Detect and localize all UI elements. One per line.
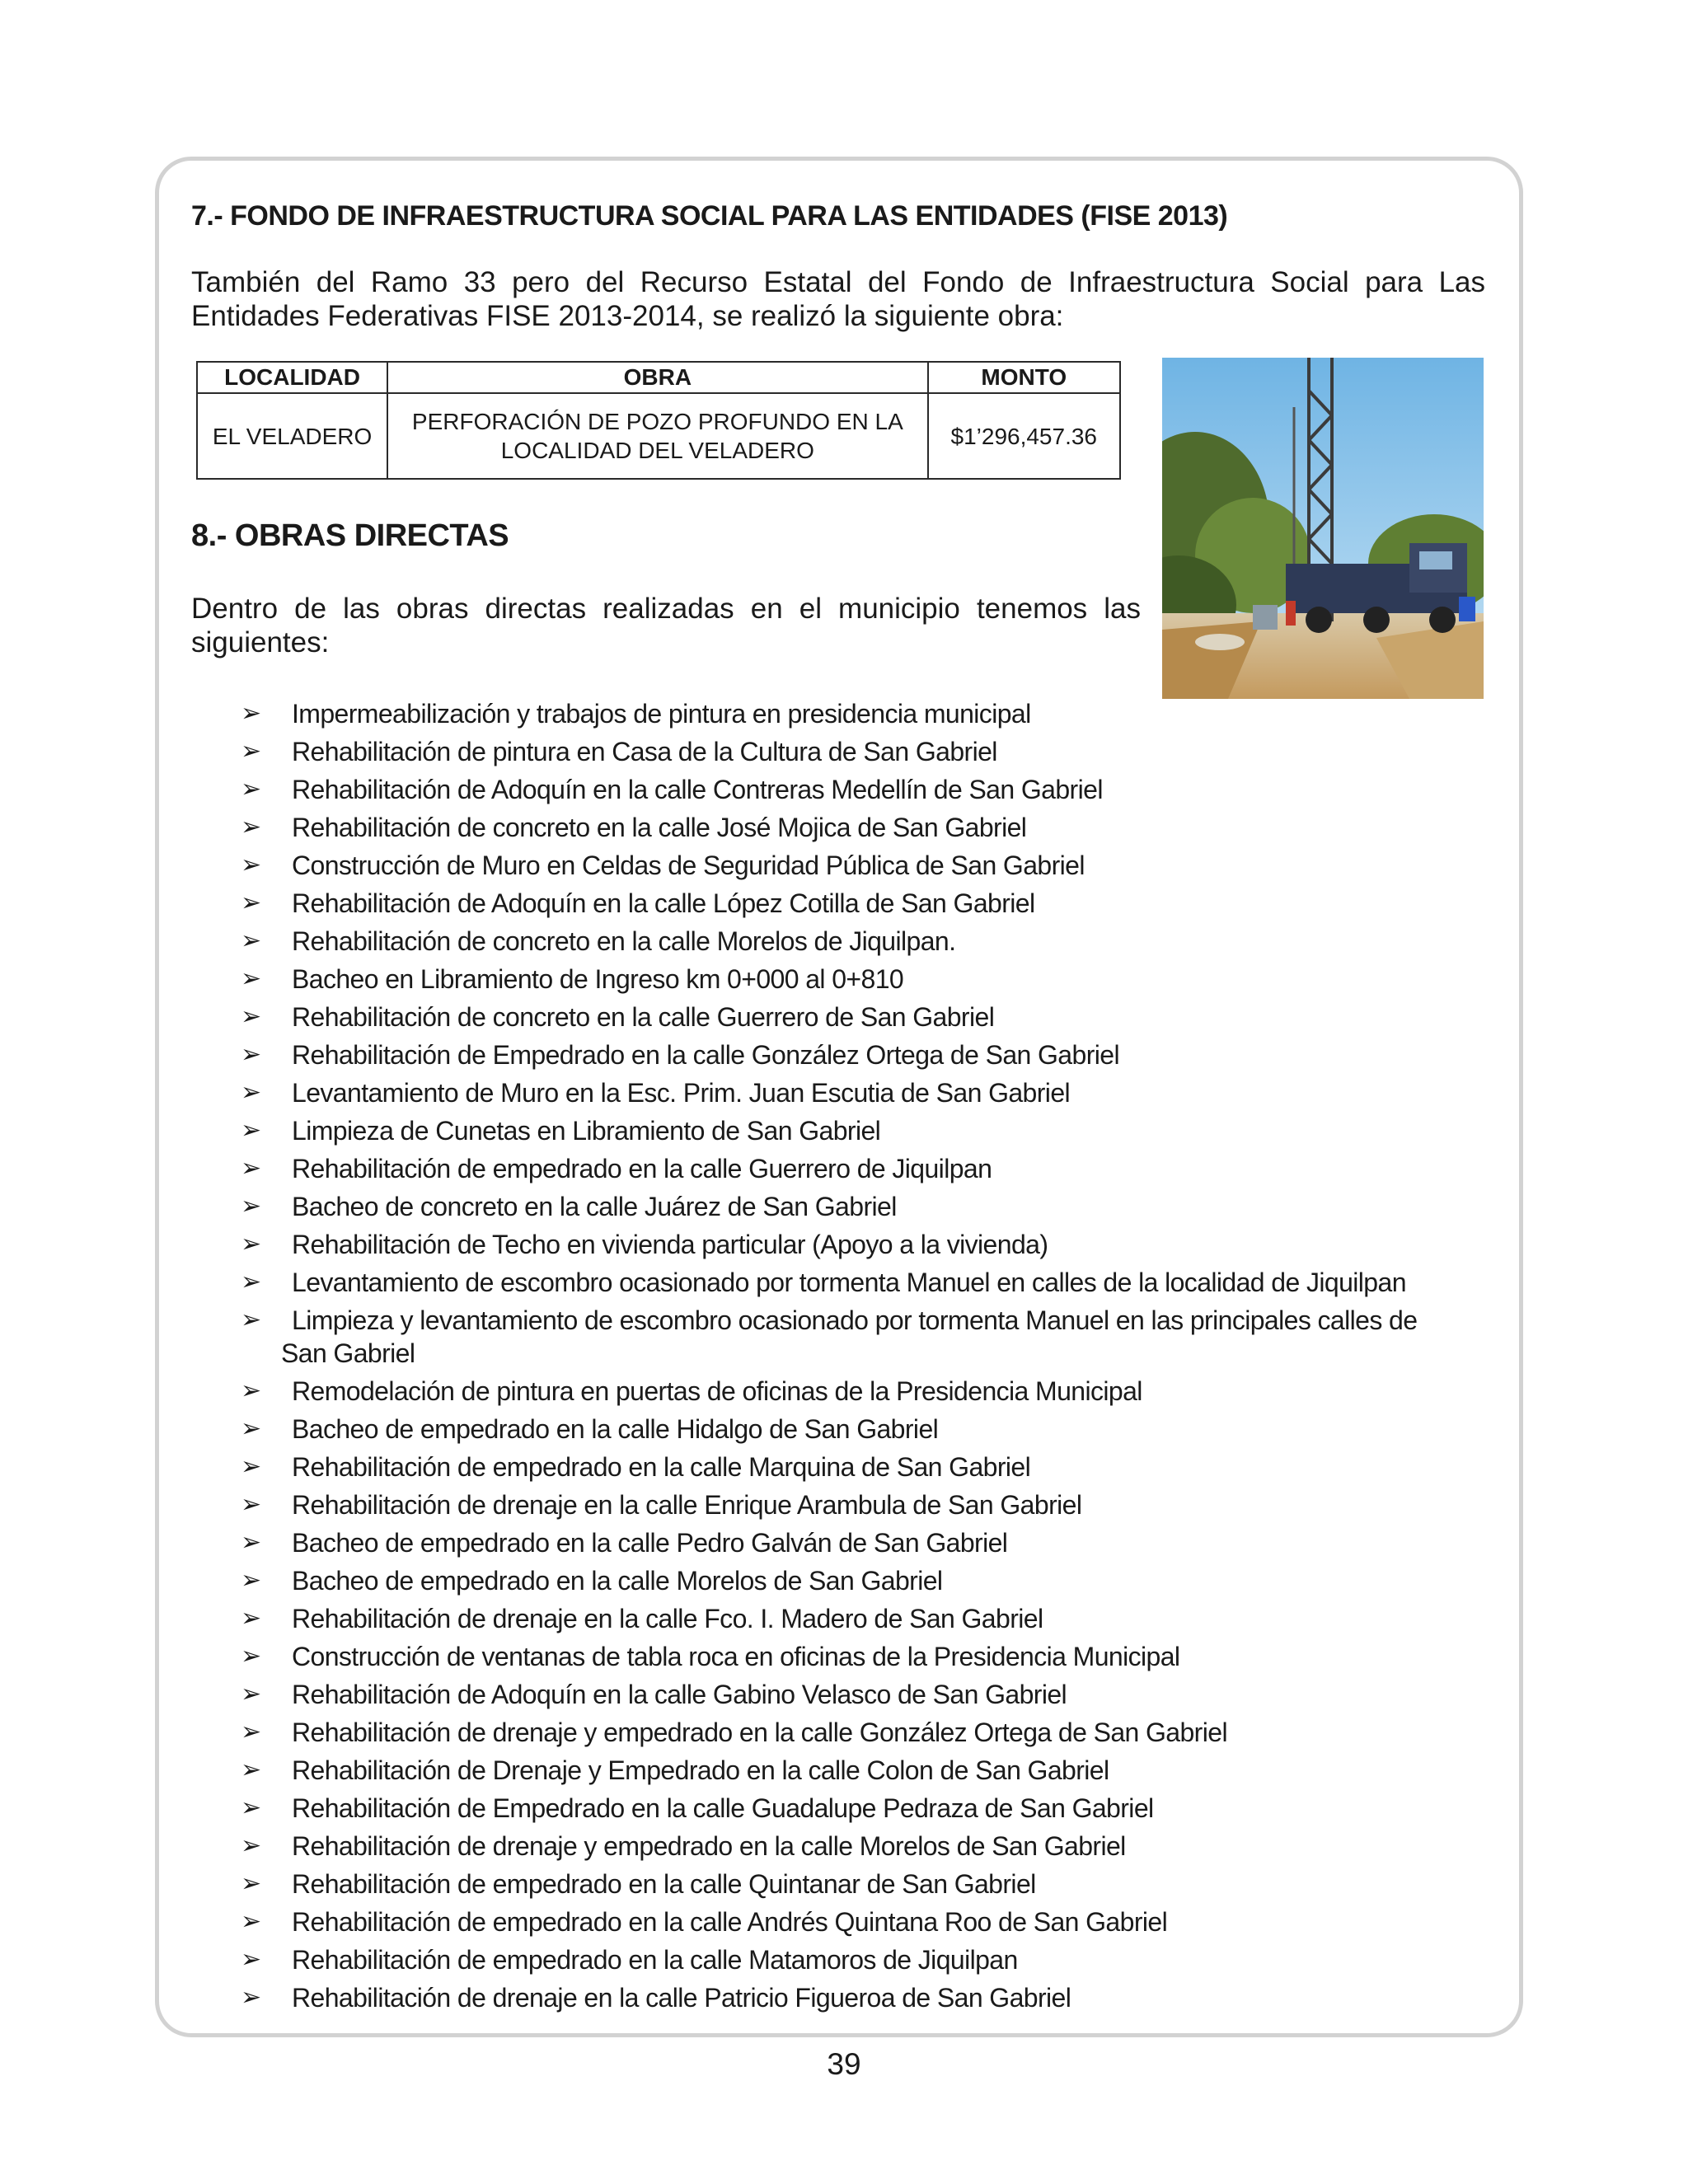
- list-item-text: Rehabilitación de empedrado en la calle Quintanar de San Gabriel: [292, 1869, 1036, 1899]
- list-item: [239, 1675, 1492, 1713]
- list-item: [239, 922, 1492, 960]
- list-item-text: Rehabilitación de Adoquín en la calle López Cotilla de San Gabriel: [292, 888, 1035, 918]
- arrow-bullet-icon: ➢: [241, 1529, 261, 1556]
- list-item: [239, 1486, 1492, 1524]
- list-item-text: Rehabilitación de pintura en Casa de la Cultura de San Gabriel: [292, 737, 997, 766]
- list-item: [239, 1600, 1492, 1638]
- drilling-rig-photo: [1162, 358, 1484, 699]
- arrow-bullet-icon: ➢: [241, 1984, 261, 2011]
- list-item-text: Rehabilitación de drenaje en la calle Fco. I. Madero de San Gabriel: [292, 1604, 1043, 1633]
- list-item-text: Rehabilitación de drenaje y empedrado en la calle Morelos de San Gabriel: [292, 1831, 1126, 1861]
- arrow-bullet-icon: ➢: [241, 927, 261, 954]
- list-item: [239, 1410, 1492, 1448]
- list-item: [239, 733, 1492, 771]
- list-item-text: Construcción de Muro en Celdas de Seguridad Pública de San Gabriel: [292, 851, 1085, 880]
- list-item: [239, 1979, 1492, 2017]
- fise-table: [196, 361, 1121, 480]
- list-item-text: Limpieza de Cunetas en Libramiento de San Gabriel: [292, 1116, 881, 1146]
- cell-obra-line-1: PERFORACIÓN DE POZO PROFUNDO EN LA: [411, 409, 903, 434]
- list-item-text: Impermeabilización y trabajos de pintura en presidencia municipal: [292, 699, 1031, 729]
- arrow-bullet-icon: ➢: [241, 1230, 261, 1258]
- list-item-text: Levantamiento de escombro ocasionado por tormenta Manuel en calles de la localidad de Jiquilpan: [292, 1268, 1406, 1297]
- list-item-text: Limpieza y levantamiento de escombro ocasionado por tormenta Manuel en las principales calles de: [292, 1305, 1418, 1335]
- list-item: [239, 846, 1492, 884]
- list-item-text: Rehabilitación de concreto en la calle Morelos de Jiquilpan.: [292, 926, 956, 956]
- list-item: [239, 1036, 1492, 1074]
- list-item: [239, 998, 1492, 1036]
- arrow-bullet-icon: ➢: [241, 1193, 261, 1220]
- list-item-text: Rehabilitación de Empedrado en la calle Guadalupe Pedraza de San Gabriel: [292, 1793, 1154, 1823]
- list-item: [239, 1827, 1492, 1865]
- list-item: [239, 1448, 1492, 1486]
- list-item: [239, 1226, 1492, 1263]
- list-item-text: Rehabilitación de drenaje en la calle Patricio Figueroa de San Gabriel: [292, 1983, 1071, 2013]
- arrow-bullet-icon: ➢: [241, 889, 261, 916]
- arrow-bullet-icon: ➢: [241, 1003, 261, 1030]
- arrow-bullet-icon: ➢: [241, 700, 261, 727]
- section-8-paragraph: Dentro de las obras directas realizadas en el municipio tenemos las siguientes:: [191, 593, 1141, 658]
- list-item-text: Bacheo de empedrado en la calle Morelos de San Gabriel: [292, 1566, 943, 1596]
- arrow-bullet-icon: ➢: [241, 1453, 261, 1480]
- list-item-text: Bacheo en Libramiento de Ingreso km 0+000 al 0+810: [292, 964, 904, 994]
- list-item: [239, 808, 1492, 846]
- arrow-bullet-icon: ➢: [241, 1605, 261, 1632]
- arrow-bullet-icon: ➢: [241, 1643, 261, 1670]
- cell-obra: [387, 393, 927, 479]
- list-item-text: Rehabilitación de empedrado en la calle Guerrero de Jiquilpan: [292, 1154, 992, 1183]
- header-obra: OBRA: [387, 362, 927, 393]
- list-item-text: Rehabilitación de drenaje y empedrado en la calle González Ortega de San Gabriel: [292, 1718, 1227, 1747]
- list-item-text: Rehabilitación de drenaje en la calle Enrique Arambula de San Gabriel: [292, 1490, 1082, 1520]
- list-item: [239, 1638, 1492, 1675]
- arrow-bullet-icon: ➢: [241, 1756, 261, 1783]
- list-item: [239, 884, 1492, 922]
- arrow-bullet-icon: ➢: [241, 813, 261, 841]
- arrow-bullet-icon: ➢: [241, 738, 261, 765]
- arrow-bullet-icon: ➢: [241, 776, 261, 803]
- list-item: [239, 1263, 1492, 1301]
- header-localidad: LOCALIDAD: [197, 362, 387, 393]
- list-item-text: Bacheo de empedrado en la calle Pedro Galván de San Gabriel: [292, 1528, 1008, 1558]
- list-item: [239, 1751, 1492, 1789]
- list-item: [239, 1188, 1492, 1226]
- list-item: [239, 1150, 1492, 1188]
- list-item: [239, 1865, 1492, 1903]
- arrow-bullet-icon: ➢: [241, 1155, 261, 1182]
- section-8-title: 8.- OBRAS DIRECTAS: [191, 518, 509, 553]
- table-header-row: [197, 362, 1120, 393]
- cell-obra-line-2: LOCALIDAD DEL VELADERO: [500, 438, 814, 463]
- list-item: [239, 1562, 1492, 1600]
- list-item: [239, 1112, 1492, 1150]
- arrow-bullet-icon: ➢: [241, 1117, 261, 1144]
- section-7-paragraph: También del Ramo 33 pero del Recurso Estatal del Fondo de Infraestructura Social para Las Entidades Federativas FISE 2013-2014, se realizó la siguiente obra:: [191, 266, 1485, 332]
- list-item-text: Rehabilitación de Drenaje y Empedrado en la calle Colon de San Gabriel: [292, 1755, 1109, 1785]
- arrow-bullet-icon: ➢: [241, 1567, 261, 1594]
- list-item: [239, 771, 1492, 808]
- list-item-text: Rehabilitación de Techo en vivienda particular (Apoyo a la vivienda): [292, 1230, 1048, 1259]
- list-item: [239, 1372, 1492, 1410]
- list-item-text: Bacheo de concreto en la calle Juárez de San Gabriel: [292, 1192, 897, 1221]
- list-item-text: Rehabilitación de concreto en la calle Guerrero de San Gabriel: [292, 1002, 995, 1032]
- list-item: [239, 1074, 1492, 1112]
- arrow-bullet-icon: ➢: [241, 1718, 261, 1746]
- page-number: 39: [827, 2047, 861, 2081]
- arrow-bullet-icon: ➢: [241, 1079, 261, 1106]
- list-item-text: Rehabilitación de concreto en la calle José Mojica de San Gabriel: [292, 813, 1027, 842]
- list-item-text: Rehabilitación de Adoquín en la calle Contreras Medellín de San Gabriel: [292, 775, 1103, 804]
- list-item-text: Rehabilitación de empedrado en la calle Marquina de San Gabriel: [292, 1452, 1031, 1482]
- arrow-bullet-icon: ➢: [241, 851, 261, 879]
- table-row: [197, 393, 1120, 479]
- list-item: [239, 1903, 1492, 1941]
- list-item-text: Rehabilitación de Adoquín en la calle Gabino Velasco de San Gabriel: [292, 1680, 1067, 1709]
- section-7-title: 7.- FONDO DE INFRAESTRUCTURA SOCIAL PARA LAS ENTIDADES (FISE 2013): [191, 200, 1228, 232]
- arrow-bullet-icon: ➢: [241, 1306, 261, 1333]
- arrow-bullet-icon: ➢: [241, 1946, 261, 1973]
- list-item-text: Levantamiento de Muro en la Esc. Prim. Juan Escutia de San Gabriel: [292, 1078, 1071, 1108]
- list-item: [239, 1713, 1492, 1751]
- list-item-text: Bacheo de empedrado en la calle Hidalgo de San Gabriel: [292, 1414, 939, 1444]
- arrow-bullet-icon: ➢: [241, 1041, 261, 1068]
- arrow-bullet-icon: ➢: [241, 1794, 261, 1821]
- header-monto: MONTO: [928, 362, 1120, 393]
- list-item: [239, 695, 1492, 733]
- list-item-text: Rehabilitación de Empedrado en la calle González Ortega de San Gabriel: [292, 1040, 1119, 1070]
- list-item-text: Rehabilitación de empedrado en la calle Andrés Quintana Roo de San Gabriel: [292, 1907, 1168, 1937]
- list-item-text: Construcción de ventanas de tabla roca en oficinas de la Presidencia Municipal: [292, 1642, 1180, 1671]
- obras-directas-list: [239, 695, 1492, 2017]
- arrow-bullet-icon: ➢: [241, 1870, 261, 1897]
- list-item: [239, 960, 1492, 998]
- list-item: [239, 1304, 1492, 1370]
- arrow-bullet-icon: ➢: [241, 1415, 261, 1442]
- arrow-bullet-icon: ➢: [241, 965, 261, 992]
- arrow-bullet-icon: ➢: [241, 1908, 261, 1935]
- arrow-bullet-icon: ➢: [241, 1268, 261, 1296]
- cell-localidad: EL VELADERO: [197, 393, 387, 479]
- list-item: [239, 1789, 1492, 1827]
- list-item-text: Remodelación de pintura en puertas de oficinas de la Presidencia Municipal: [292, 1376, 1142, 1406]
- arrow-bullet-icon: ➢: [241, 1680, 261, 1708]
- arrow-bullet-icon: ➢: [241, 1832, 261, 1859]
- list-item-continuation: San Gabriel: [281, 1338, 415, 1368]
- list-item: [239, 1941, 1492, 1979]
- list-item-text: Rehabilitación de empedrado en la calle Matamoros de Jiquilpan: [292, 1945, 1018, 1975]
- cell-monto: $1’296,457.36: [928, 393, 1120, 479]
- arrow-bullet-icon: ➢: [241, 1377, 261, 1404]
- arrow-bullet-icon: ➢: [241, 1491, 261, 1518]
- list-item: [239, 1524, 1492, 1562]
